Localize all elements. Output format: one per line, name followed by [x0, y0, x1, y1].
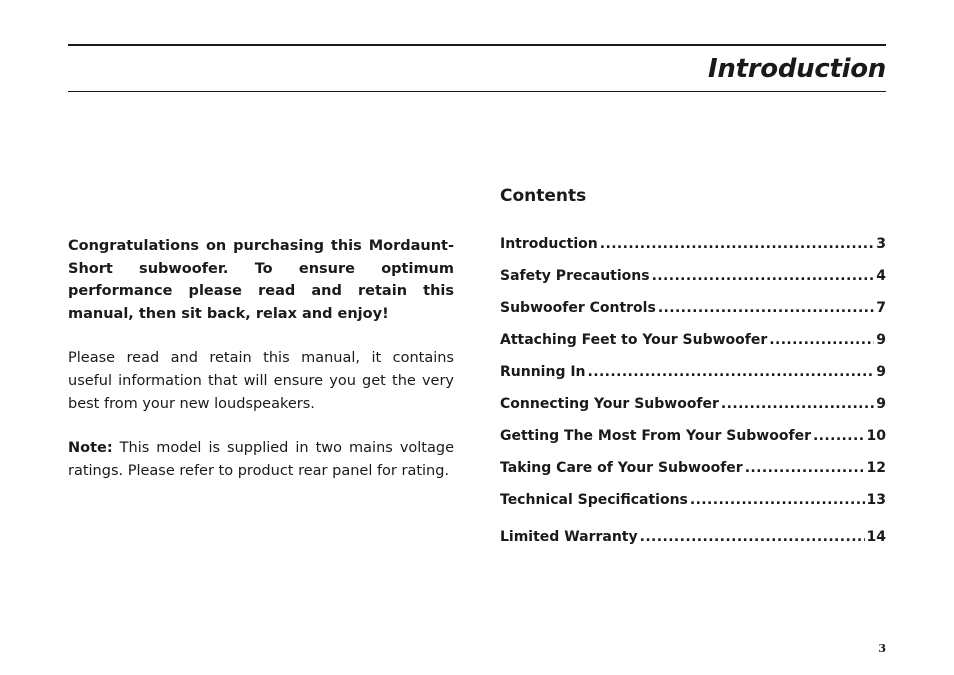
- toc-item-label: Taking Care of Your Subwoofer: [500, 460, 743, 476]
- toc-item-getting-the-most[interactable]: [500, 425, 886, 457]
- toc-item-page: 9: [876, 332, 886, 348]
- toc-item-page: 9: [876, 364, 886, 380]
- toc-item-label: Subwoofer Controls: [500, 300, 656, 316]
- toc-item-label: Limited Warranty: [500, 529, 638, 545]
- dot-leader: [745, 457, 865, 479]
- toc-item-label: Connecting Your Subwoofer: [500, 396, 719, 412]
- header-rule-top: [68, 44, 886, 46]
- toc-item-attaching-feet[interactable]: [500, 329, 886, 361]
- toc-item-label: Getting The Most From Your Subwoofer: [500, 428, 811, 444]
- toc-item-introduction[interactable]: [500, 233, 886, 265]
- toc-item-page: 4: [876, 268, 886, 284]
- dot-leader: [652, 265, 875, 287]
- table-of-contents: [500, 233, 886, 558]
- intro-column: [68, 235, 454, 504]
- toc-item-page: 12: [866, 460, 886, 476]
- dot-leader: [600, 233, 874, 255]
- contents-heading: Contents: [500, 186, 587, 206]
- toc-item-running-in[interactable]: [500, 361, 886, 393]
- header-rule-bottom: [68, 91, 886, 92]
- intro-body-paragraph: Please read and retain this manual, it contains useful information that will ensure you get the very best from your new loudspeakers.: [68, 350, 454, 412]
- toc-item-limited-warranty[interactable]: [500, 526, 886, 558]
- dot-leader: [721, 393, 874, 415]
- page-title: Introduction: [708, 54, 886, 84]
- toc-item-page: 10: [866, 428, 886, 444]
- toc-item-label: Safety Precautions: [500, 268, 650, 284]
- toc-item-page: 13: [866, 492, 886, 508]
- toc-item-page: 3: [876, 236, 886, 252]
- toc-item-label: Attaching Feet to Your Subwoofer: [500, 332, 768, 348]
- note-label: Note:: [68, 440, 113, 457]
- toc-item-label: Running In: [500, 364, 586, 380]
- toc-item-page: 7: [876, 300, 886, 316]
- toc-item-subwoofer-controls[interactable]: [500, 297, 886, 329]
- toc-item-page: 14: [866, 529, 886, 545]
- toc-item-label: Technical Specifications: [500, 492, 688, 508]
- toc-item-taking-care[interactable]: [500, 457, 886, 489]
- toc-item-page: 9: [876, 396, 886, 412]
- dot-leader: [588, 361, 875, 383]
- note-text: This model is supplied in two mains voltage ratings. Please refer to product rear panel for rating.: [68, 440, 454, 479]
- toc-item-technical-specifications[interactable]: [500, 489, 886, 521]
- toc-item-label: Introduction: [500, 236, 598, 252]
- note-paragraph: [68, 437, 454, 482]
- intro-lead-paragraph: Congratulations on purchasing this Mordaunt-Short subwoofer. To ensure optimum performance please read and retain this manual, then sit back, relax and enjoy!: [68, 238, 454, 322]
- dot-leader: [658, 297, 874, 319]
- dot-leader: [813, 425, 865, 447]
- dot-leader: [640, 526, 865, 548]
- dot-leader: [690, 489, 865, 511]
- toc-item-connecting-subwoofer[interactable]: [500, 393, 886, 425]
- dot-leader: [769, 329, 874, 351]
- toc-item-safety-precautions[interactable]: [500, 265, 886, 297]
- page-number: 3: [878, 642, 886, 655]
